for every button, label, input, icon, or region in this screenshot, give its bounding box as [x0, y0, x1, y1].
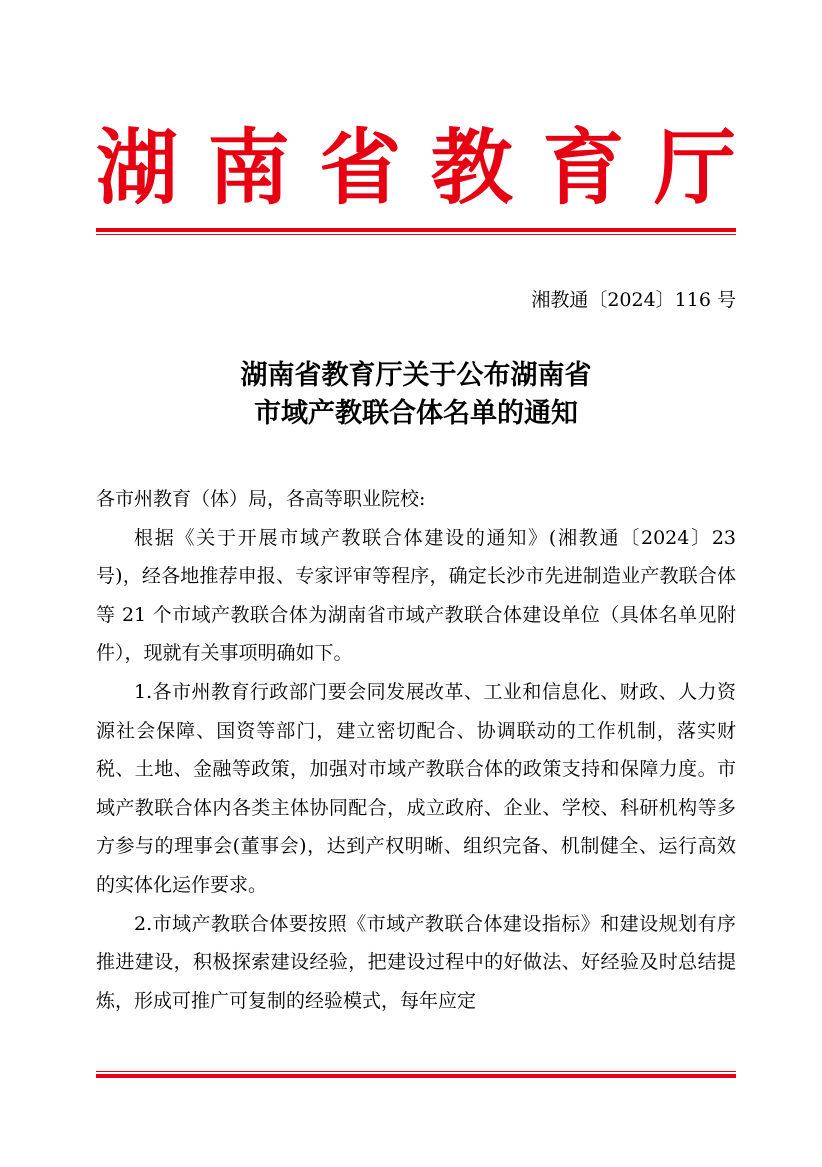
issuer-heading [96, 118, 736, 218]
document-body [96, 480, 736, 1020]
salutation: 各市州教育（体）局，各高等职业院校: [96, 488, 426, 510]
header-divider-thick [96, 228, 736, 232]
body-paragraph: 根据《关于开展市域产教联合体建设的通知》(湘教通〔2024〕23 号)，经各地推荐申报、专家评审等程序，确定长沙市先进制造业产教联合体等 21 个市域产教联合体为湖南省市域产教联合体建设单位（具体名单见附件），现就有关事项明确如下。 [96, 526, 736, 665]
issuer-char: 南 [207, 120, 290, 216]
issuer-char: 教 [430, 120, 513, 216]
header-divider-thin [96, 234, 736, 235]
document-title-line2: 市域产教联合体名单的通知 [254, 398, 578, 429]
footer-divider-thin [96, 1071, 736, 1072]
document-number: 湘教通〔2024〕116 号 [531, 289, 736, 311]
body-paragraph: 1.各市州教育行政部门要会同发展改革、工业和信息化、财政、人力资源社会保障、国资等部门，建立密切配合、协调联动的工作机制，落实财税、土地、金融等政策，加强对市域产教联合体的政策支持和保障力度。市域产教联合体内各类主体协同配合，成立政府、企业、学校、科研机构等多方参与的理事会(董事会)，达到产权明晰、组织完备、机制健全、运行高效的实体化运作要求。 [96, 680, 736, 896]
footer-divider-thick [96, 1074, 736, 1078]
document-title-line1: 湖南省教育厅关于公布湖南省 [240, 360, 592, 391]
issuer-char: 育 [542, 120, 625, 216]
issuer-char: 厅 [653, 120, 736, 216]
body-paragraph: 2.市域产教联合体要按照《市域产教联合体建设指标》和建设规划有序推进建设，积极探索建设经验，把建设过程中的好做法、好经验及时总结提炼，形成可推广可复制的经验模式，每年应定 [96, 912, 736, 1012]
issuer-char: 湖 [96, 120, 179, 216]
issuer-char: 省 [319, 120, 402, 216]
